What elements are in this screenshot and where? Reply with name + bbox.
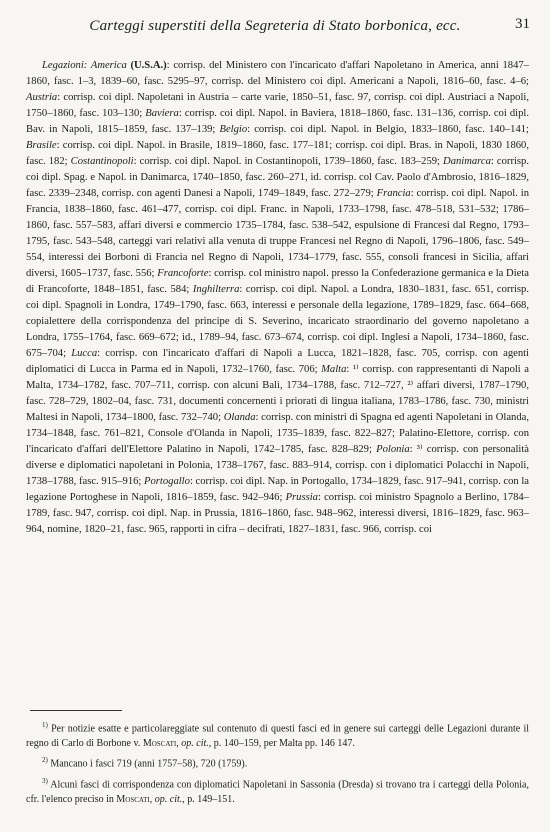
body-text-run: : corrisp. coi ministro Spagnolo a Berlino, 1784–1789, fasc. 947, corrisp. coi dipl. Nap. in Prussia, 1816–1860, fasc. 948–962, interessi diversi, 1816–1829, fasc. 963–964, nomine, 1820–21, fasc. 965, rapporti in cifra – decifrati, 1827–1831, fasc. 966, corrisp. coi	[26, 492, 530, 535]
footnote-text-run: ,	[149, 793, 155, 805]
legation-heading: Polonia	[376, 444, 410, 455]
legation-heading: Francia	[376, 188, 411, 199]
running-title: Carteggi superstiti della Segreteria di Stato borbonica, ecc.	[89, 18, 461, 34]
legation-heading: Lucca	[71, 348, 98, 359]
legation-qualifier: (U.S.A.)	[126, 60, 167, 71]
footnote-text-run: Moscati	[142, 737, 177, 749]
footnote-text-run: op. cit.	[181, 737, 209, 749]
body-text-run: : corrisp. coi dipl. Napol. in Costantinopoli, 1739–1860, fasc. 183–259;	[133, 156, 444, 167]
footnote	[26, 753, 529, 772]
body-text-run: : corrisp. coi dipl. Napol. in Belgio, 1833–1860, fasc. 140–141;	[247, 124, 530, 135]
body-text-run: : corrisp. coi dipl. Napoletani in Austria – carte varie, 1850–51, fasc. 97, corrisp. coi dipl. Austriaci a Napoli, 1750–1860, fasc. 103–130;	[26, 92, 529, 119]
body-text-run: : corrisp. col ministro napol. presso la Confederazione germanica e la Dieta di Francoforte, 1848–1851, fasc. 584;	[26, 268, 529, 295]
footnote-marker: 3)	[42, 777, 48, 786]
footnote-text-run: Per notizie esatte e particolareggiate sul contenuto di questi fasci ed in genere sui carteggi delle Legazioni durante il regno di Carlo di Borbone v.	[26, 723, 530, 749]
body-text-run: : corrisp. coi dipl. Nap. in Portogallo, 1734–1829, fasc. 917–941, corrisp. con la legazione Portoghese in Napoli, 1816–1859, fasc. 942–946;	[26, 476, 529, 503]
footnote	[26, 718, 529, 751]
legation-heading: Prussia	[285, 492, 318, 503]
body-text-run: : corrisp. coi dipl. Napol. in Baviera, 1818–1860, fasc. 131–136, corrisp. coi dipl. Bav. in Napoli, 1815–1859, fasc. 137–139;	[26, 108, 529, 135]
footnotes	[26, 718, 529, 809]
body-text-run: : corrisp. coi dipl. Napol. a Londra, 1830–1831, fasc. 651, corrisp. coi dipl. Spagnoli in Londra, 1749–1790, fasc. 663, interessi e personale della legazione, 1789–1829, fasc. 664–668, copialettere della corrispondenza del principe di S. Severino, incaricato straordinario del governo napoletano a Londra, 1755–1764, fasc. 669–672; id., 1789–94, fasc. 673–674, corrisp. coi dipl. Inglesi a Napoli, 1734–1860, fasc. 675–704;	[26, 284, 529, 359]
footnote-marker: 2)	[42, 756, 48, 765]
footnote-text-run: Mancano i fasci 719 (anni 1757–58), 720 (1759).	[50, 758, 248, 770]
footnote-text-run: ,	[176, 737, 182, 749]
footnote-marker: 1)	[42, 721, 48, 729]
footnote-text-run: Moscati	[116, 793, 150, 805]
footnote-text-run: op. cit.	[154, 793, 183, 805]
legation-heading: Malta	[321, 364, 347, 375]
body-text-run: : corrisp. coi dipl. Napol. in Brasile, 1819–1860, fasc. 177–181; corrisp. coi dipl. Bras. in Napoli, 1830 1860, fasc. 182;	[26, 140, 529, 167]
body-text-run: : corrisp. del Ministero con l'incaricato d'affari Napoletano in America, anni 1847–1860, fasc. 1–3, 1839–60, fasc. 5295–97, corrisp. del Ministero coi dipl. Americani a Napoli, 1816–60, fasc. 4–6;	[26, 60, 529, 87]
legation-heading: Brasile	[26, 140, 57, 151]
legation-heading: Belgio	[219, 124, 248, 135]
legation-heading: Legazioni: America	[42, 60, 127, 71]
footnote-text-run: , p. 149–151.	[182, 793, 235, 805]
footnote	[26, 774, 529, 807]
legation-heading: Olanda	[223, 412, 256, 423]
legation-heading: Austria	[26, 92, 58, 103]
main-paragraph	[26, 58, 529, 538]
footnote-text-run: , p. 140–159, per Malta pp. 146 147.	[208, 737, 355, 749]
body-text-run: : ¹⁾ corrisp. con rappresentanti di Napoli a Malta, 1734–1782, fasc. 707–711, corrisp. con alcuni Balì, 1734–1788, fasc. 712–727, ²⁾ affari diversi, 1787–1790, fasc. 728–729, 1802–04, fasc. 731, documenti concernenti i priorati di lingua italiana, 1783–1786, fasc. 730, ministri Maltesi in Napoli, 1734–1800, fasc. 732–740;	[26, 364, 529, 423]
body-text-run: : corrisp. con l'incaricato d'affari di Napoli a Lucca, 1821–1828, fasc. 705, corrisp. con agenti diplomatici di Lucca in Parma ed in Napoli, 1732–1760, fasc. 706;	[26, 348, 530, 375]
legation-heading: Francoforte	[157, 268, 209, 279]
legation-heading: Portogallo	[144, 476, 190, 487]
body-text-run: : corrisp. coi dipl. Napol. in Francia, 1838–1860, fasc. 461–477, corrisp. coi dipl. Franc. in Napoli, 1733–1798, fasc. 478–518, 531–532; 1786–1860, fasc. 557–583, affari diversi e commercio 1735–1784, fasc. 538–542, espulsione di Francesi dal Regno, 1793–1795, fasc. 543–548, carteggi vari relativi alla venuta di truppe Francesi nel Regno di Napoli, 1796–1806, fasc. 549–554, interessi dei Borboni di Francia nel Regno di Napoli, 1734–1779, fasc. 555, consoli francesi in Sicilia, affari diversi, 1605–1737, fasc. 556;	[26, 188, 529, 279]
page-header	[60, 16, 530, 42]
footnote-rule	[30, 710, 122, 711]
body-text-run: : corrisp. con ministri di Spagna ed agenti Napoletani in Olanda, 1734–1848, fasc. 761–821, Console d'Olanda in Napoli, 1735–1839, fasc. 822–827; Palatino-Elettore, corrisp. con l'incaricato d'affari dell'Elettore Palatino in Napoli, 1742–1785, fasc. 828–829;	[26, 412, 529, 455]
body-text-run: : corrisp. coi dipl. Spag. e Napol. in Danimarca, 1740–1850, fasc. 260–271, id. corrisp. col Cav. Paolo d'Ambrosio, 1816–1829, fasc. 2339–2348, corrisp. con agenti Danesi a Napoli, 1749–1849, fasc. 272–279;	[26, 156, 529, 199]
legation-heading: Baviera	[145, 108, 179, 119]
legation-heading: Danimarca	[443, 156, 491, 167]
page-number: 31	[515, 16, 530, 32]
body-text-run: : ³⁾ corrisp. con personalità diverse e diplomatici napoletani in Polonia, 1738–1767, fasc. 883–914, corrisp. con i diplomatici Polacchi in Napoli, 1738–1788, fasc. 915–916;	[26, 444, 530, 487]
legation-heading: Costantinopoli	[70, 156, 134, 167]
legation-heading: Inghilterra	[192, 284, 240, 295]
footnote-text-run: Alcuni fasci di corrispondenza con diplomatici Napoletani in Sassonia (Dresda) si trovano tra i carteggi della Polonia, cfr. l'elenco preciso in	[26, 779, 529, 805]
